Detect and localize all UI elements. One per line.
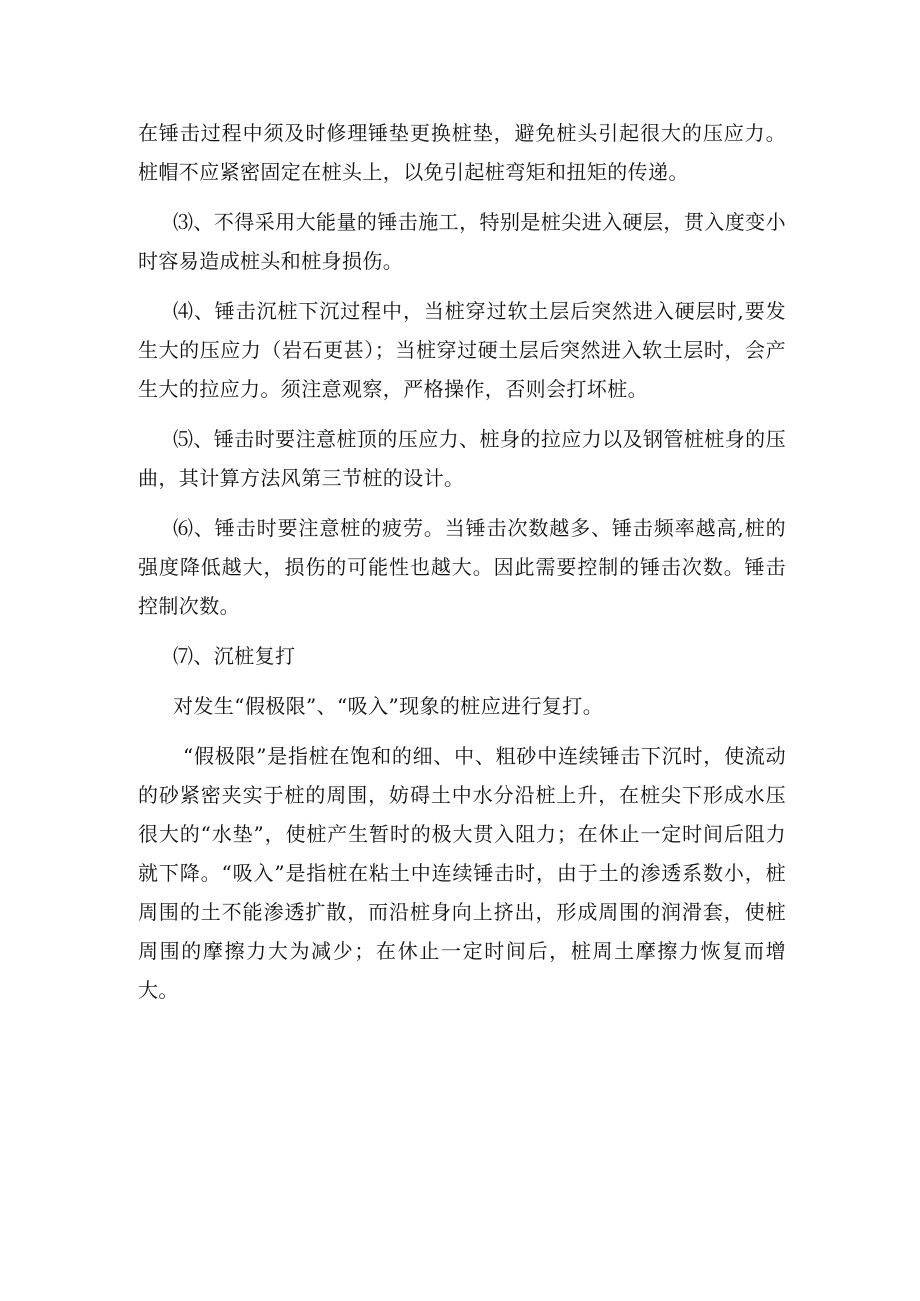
paragraph-item-3: ⑶、不得采用大能量的锤击施工，特别是桩尖进入硬层，贯入度变小时容易造成桩头和桩身损伤。 (138, 210, 786, 273)
document-body (138, 114, 786, 1021)
paragraph-item-7-heading: ⑺、沉桩复打 (173, 644, 296, 668)
paragraph-false-limit-explanation: “假极限”是指桩在饱和的细、中、粗砂中连续锤击下沉时，使流动的砂紧密夹实于桩的周围，妨碍土中水分沿桩上升，在桩尖下形成水压很大的“水垫”，使桩产生暂时的极大贯入阻力；在休止一定时间后阻力就下降。“吸入”是指桩在粘土中连续锤击时，由于土的渗透系数小，桩周围的土不能渗透扩散，而沿桩身向上挤出，形成周围的润滑套，使桩周围的摩擦力大为减少；在休止一定时间后，桩周土摩擦力恢复而增大。 (138, 744, 786, 1002)
paragraph-item-4: ⑷、锤击沉桩下沉过程中，当桩穿过软土层后突然进入硬层时,要发生大的压应力（岩石更甚）；当桩穿过硬土层后突然进入软土层时，会产生大的拉应力。须注意观察，严格操作，否则会打坏桩。 (138, 299, 786, 401)
paragraph-item-5: ⑸、锤击时要注意桩顶的压应力、桩身的拉应力以及钢管桩桩身的压曲，其计算方法风第三节桩的设计。 (138, 427, 786, 490)
paragraph-retap-intro: 对发生“假极限”、“吸入”现象的桩应进行复打。 (173, 694, 604, 718)
paragraph-item-6: ⑹、锤击时要注意桩的疲劳。当锤击次数越多、锤击频率越高,桩的强度降低越大，损伤的可能性也越大。因此需要控制的锤击次数。锤击控制次数。 (138, 516, 786, 618)
paragraph-hammer-pad: 在锤击过程中须及时修理锤垫更换桩垫，避免桩头引起很大的压应力。桩帽不应紧密固定在桩头上，以免引起桩弯矩和扭矩的传递。 (138, 121, 786, 184)
